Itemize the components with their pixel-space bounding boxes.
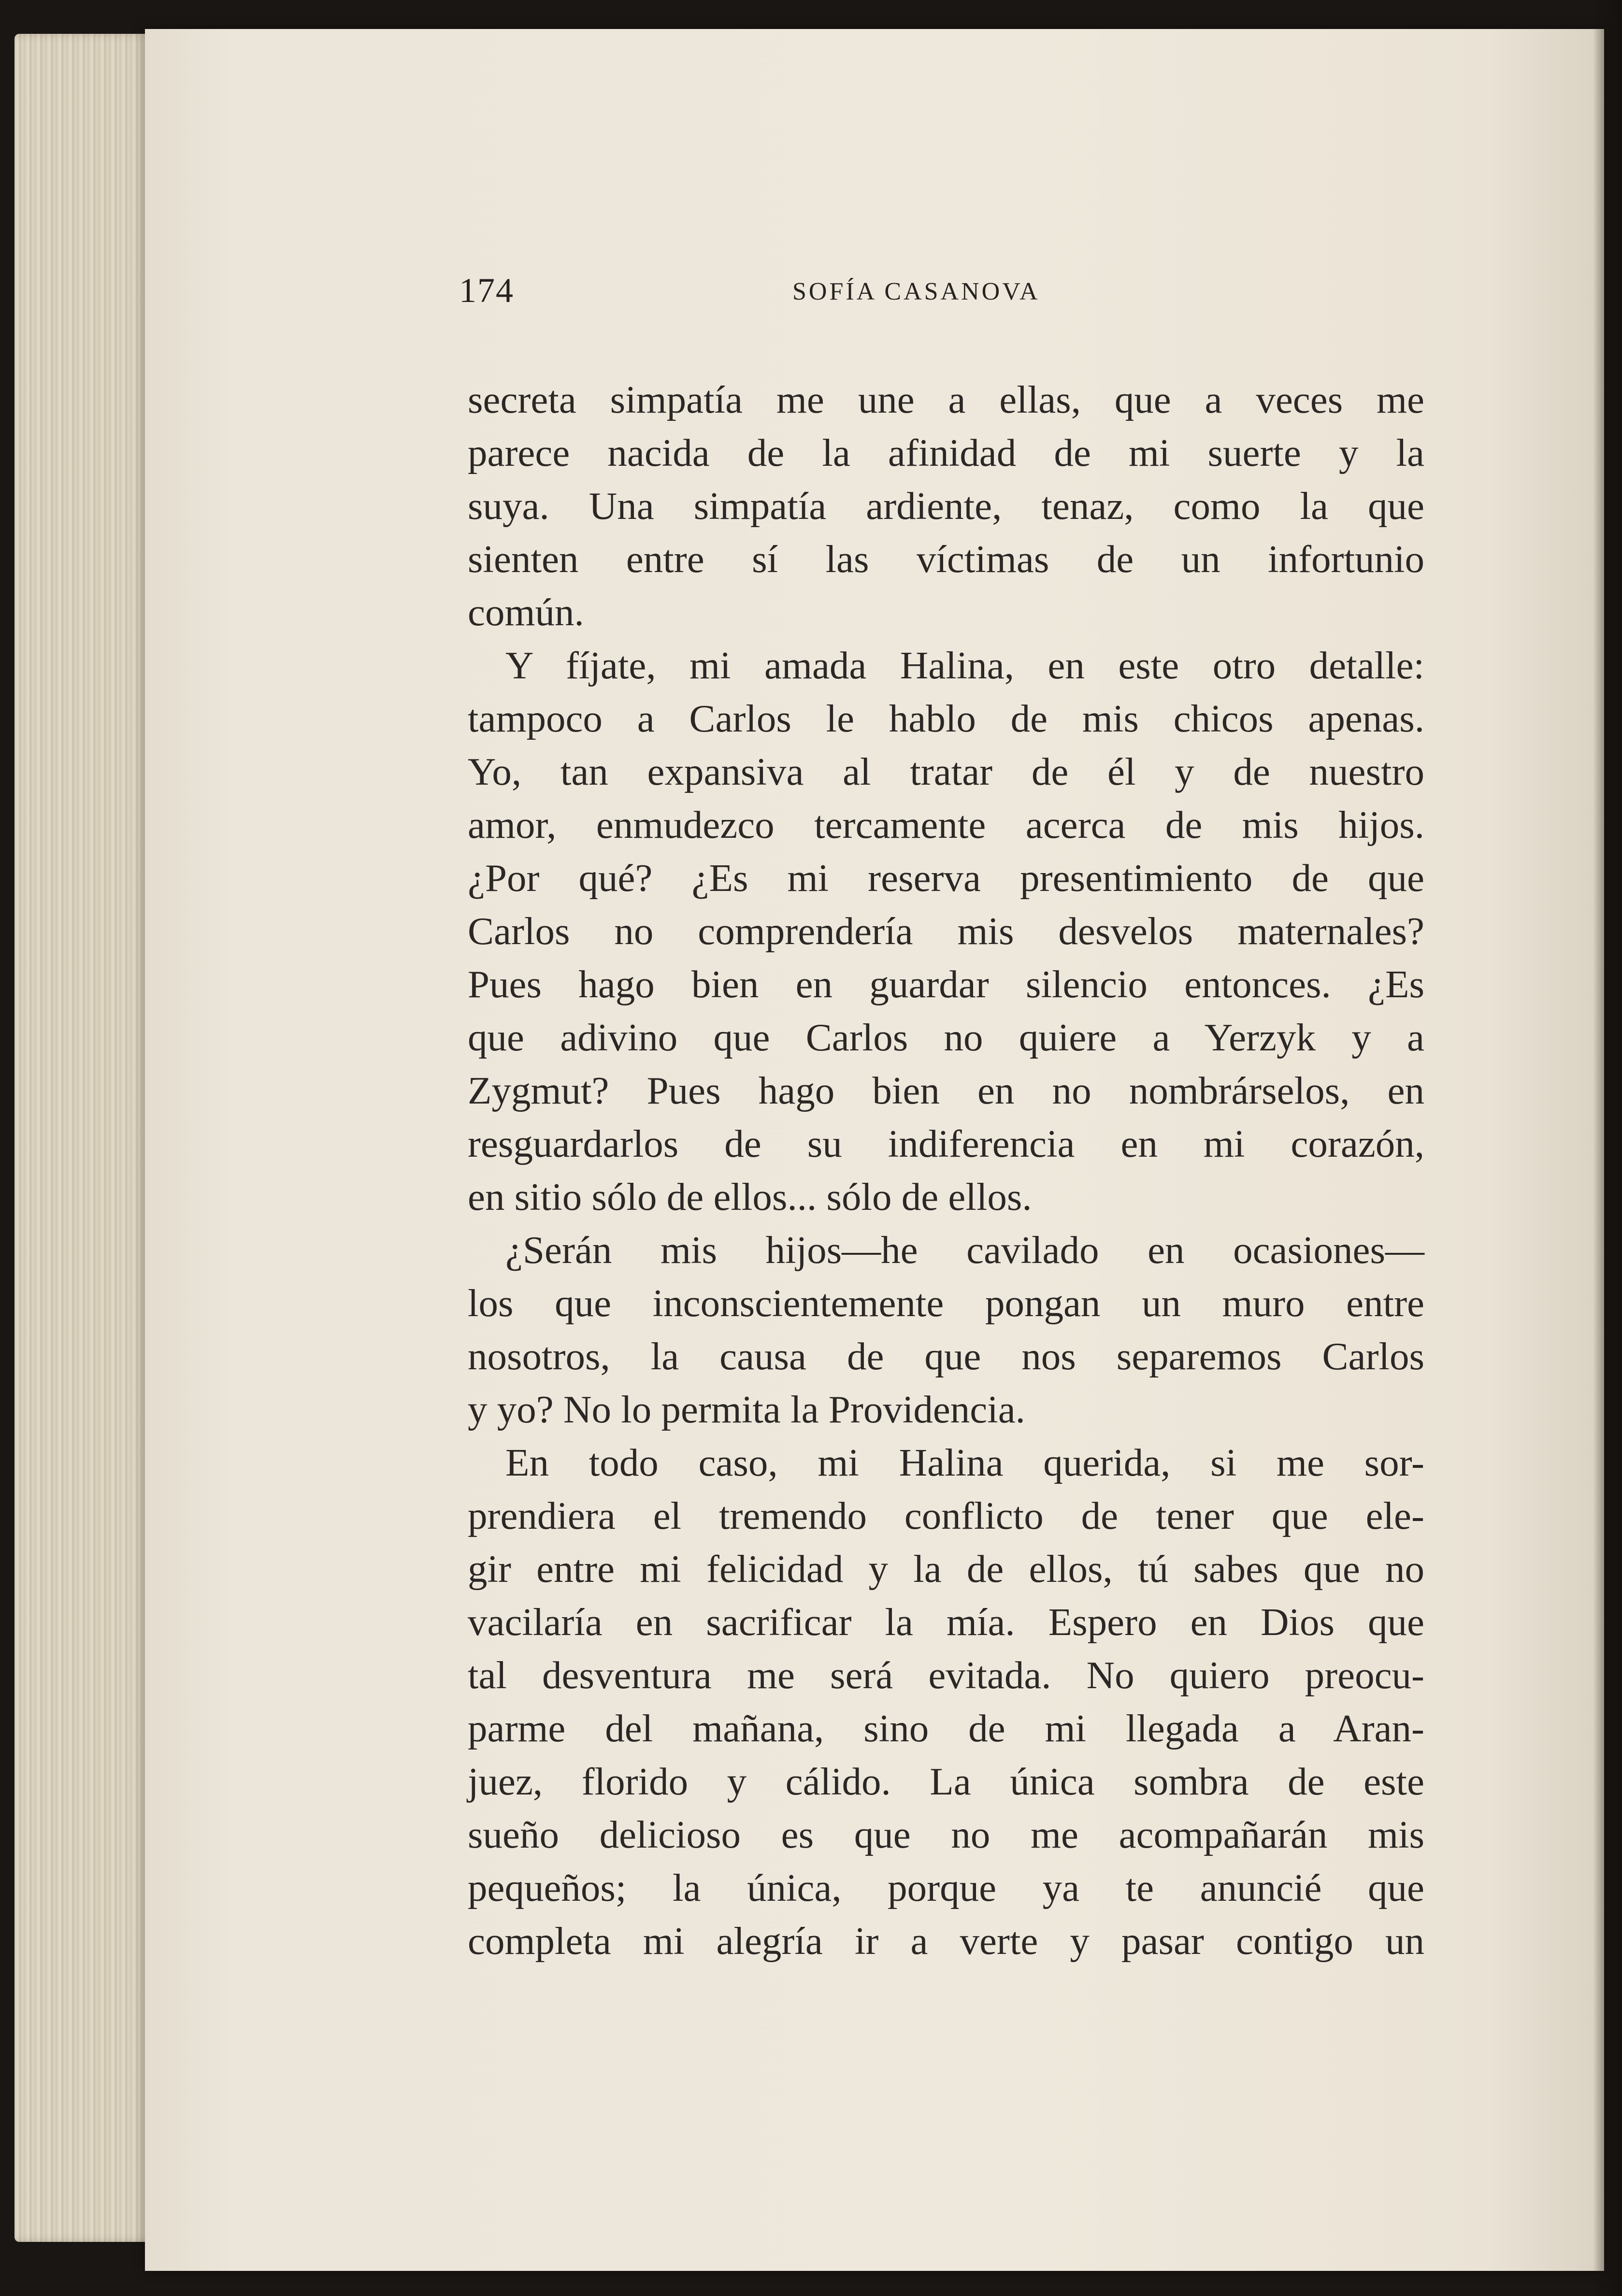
text-line: nosotros, la causa de que nos separemos Carlos: [468, 1335, 1424, 1378]
text-line: suya. Una simpatía ardiente, tenaz, como la que: [468, 484, 1424, 528]
text-line: ¿Por qué? ¿Es mi reserva presentimiento de que: [468, 856, 1424, 900]
text-line: secreta simpatía me une a ellas, que a veces me: [468, 378, 1424, 421]
text-line: los que inconscientemente pongan un muro entre: [468, 1281, 1424, 1325]
body-text: [468, 373, 1424, 1967]
text-line: pequeños; la única, porque ya te anuncié que: [468, 1866, 1424, 1909]
text-line: parme del mañana, sino de mi llegada a Aran-: [468, 1707, 1424, 1750]
text-line: resguardarlos de su indiferencia en mi corazón,: [468, 1122, 1424, 1165]
text-line: completa mi alegría ir a verte y pasar contigo un: [468, 1919, 1424, 1963]
text-line: juez, florido y cálido. La única sombra de este: [468, 1760, 1424, 1803]
text-line: tampoco a Carlos le hablo de mis chicos apenas.: [468, 697, 1424, 740]
text-line: prendiera el tremendo conflicto de tener que ele-: [468, 1494, 1424, 1537]
text-line: Yo, tan expansiva al tratar de él y de nuestro: [468, 750, 1424, 793]
text-line: tal desventura me será evitada. No quiero preocu-: [468, 1653, 1424, 1697]
text-line: ¿Serán mis hijos—he cavilado en ocasiones—: [505, 1228, 1424, 1272]
text-line: y yo? No lo permita la Providencia.: [468, 1388, 1025, 1431]
text-line: gir entre mi felicidad y la de ellos, tú sabes que no: [468, 1547, 1424, 1591]
running-title: SOFÍA CASANOVA: [792, 278, 1040, 305]
page-number: 174: [459, 271, 514, 310]
text-line: Zygmut? Pues hago bien en no nombrárselos, en: [468, 1069, 1424, 1112]
text-line: Y fíjate, mi amada Halina, en este otro detalle:: [505, 644, 1424, 687]
text-line: sueño delicioso es que no me acompañarán mis: [468, 1813, 1424, 1856]
text-line: Carlos no comprendería mis desvelos maternales?: [468, 909, 1424, 953]
gutter-shadow: [1593, 0, 1622, 2296]
text-line: en sitio sólo de ellos... sólo de ellos.: [468, 1175, 1032, 1219]
text-line: común.: [468, 590, 584, 634]
text-line: vacilaría en sacrificar la mía. Espero en Dios que: [468, 1600, 1424, 1644]
text-line: Pues hago bien en guardar silencio entonces. ¿Es: [468, 962, 1424, 1006]
text-line: En todo caso, mi Halina querida, si me sor-: [505, 1441, 1424, 1484]
text-line: parece nacida de la afinidad de mi suerte y la: [468, 431, 1424, 474]
text-line: sienten entre sí las víctimas de un infortunio: [468, 537, 1424, 581]
text-line: que adivino que Carlos no quiere a Yerzyk y a: [468, 1016, 1424, 1059]
text-line: amor, enmudezco tercamente acerca de mis hijos.: [468, 803, 1424, 847]
